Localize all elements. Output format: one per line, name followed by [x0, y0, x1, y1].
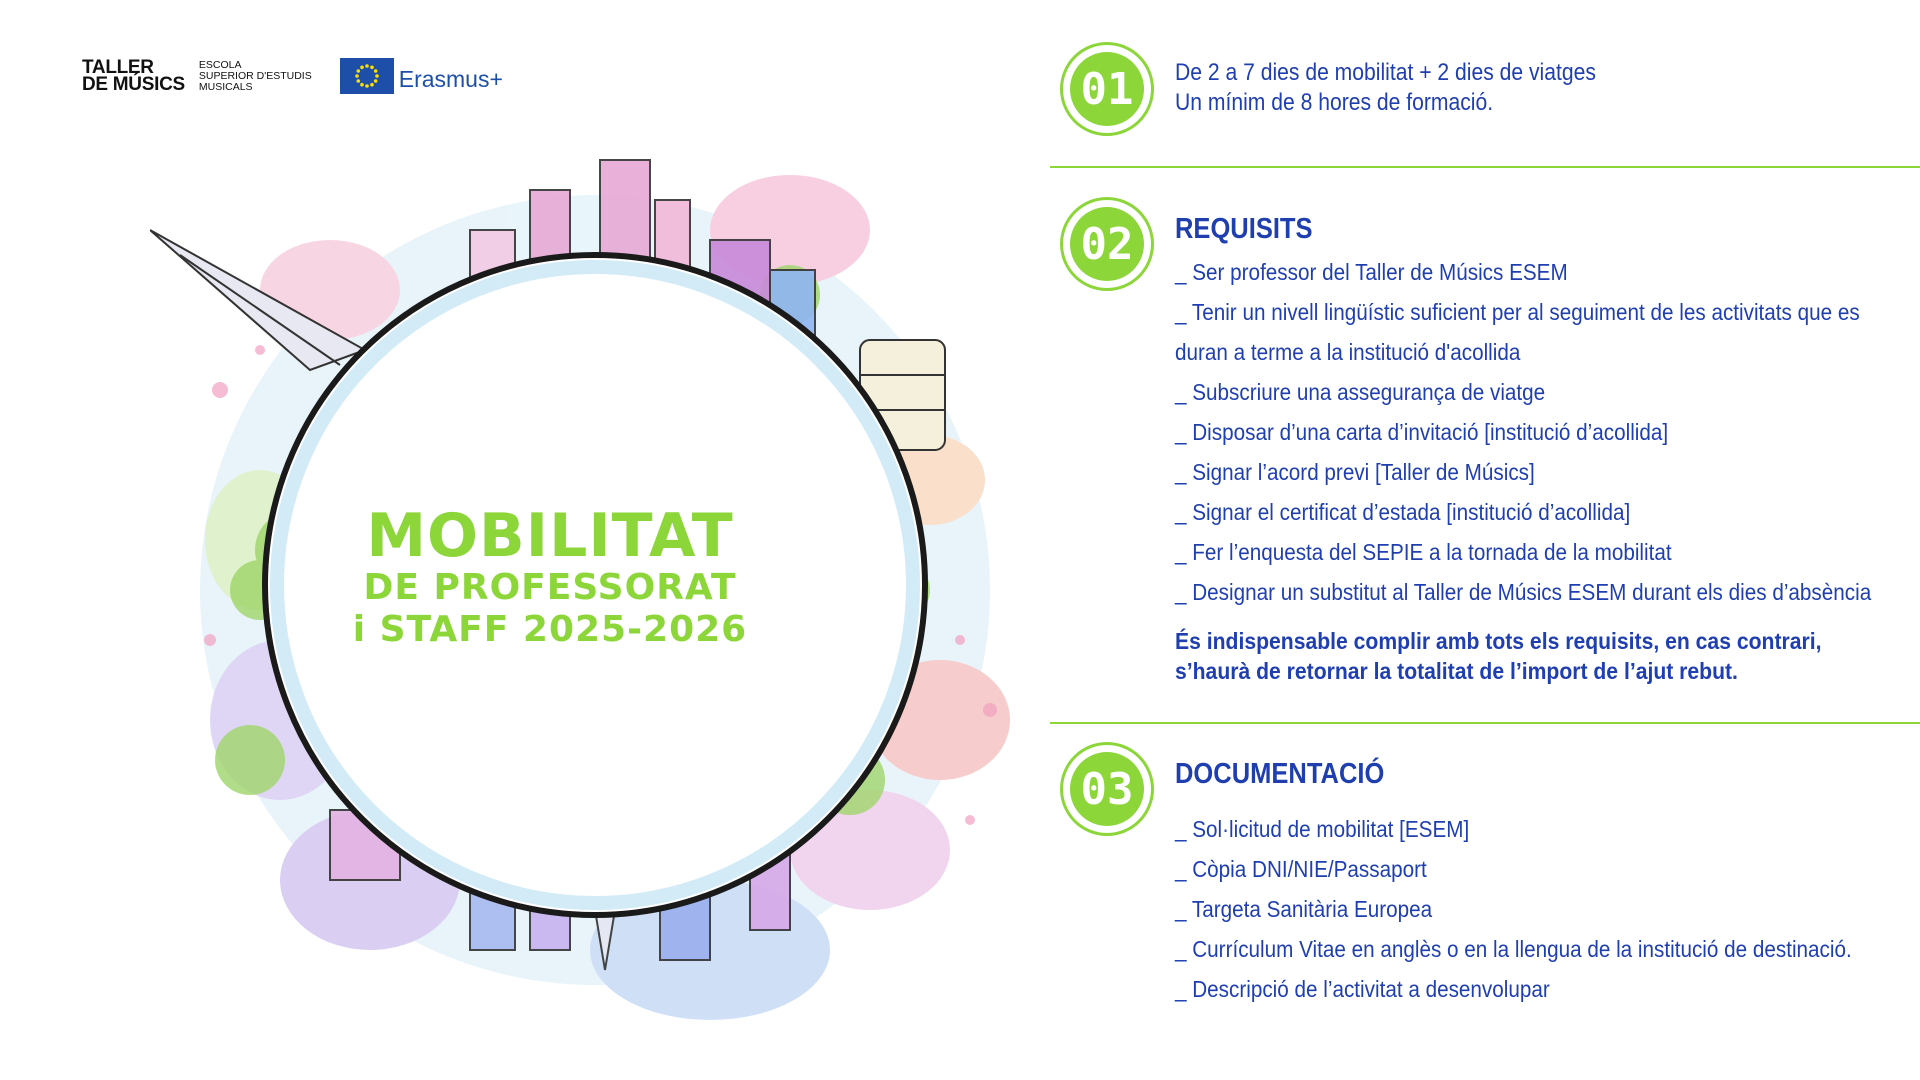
list-item: _ Sol·licitud de mobilitat [ESEM]: [1175, 816, 1470, 842]
section2-requisits: [1175, 212, 1875, 686]
poster-title-line3: i STAFF 2025-2026: [352, 609, 748, 650]
list-item: _ Descripció de l’activitat a desenvolupar: [1175, 976, 1550, 1002]
divider-2: [1050, 722, 1920, 724]
documentacio-list: [1175, 809, 1875, 1009]
divider-1: [1050, 166, 1920, 168]
requisits-list: [1175, 252, 1875, 612]
list-item: _ Disposar d’una carta d’invitació [institució d’acollida]: [1175, 419, 1669, 445]
list-item: _ Targeta Sanitària Europea: [1175, 896, 1433, 922]
list-item: _ Còpia DNI/NIE/Passaport: [1175, 856, 1427, 882]
section3-title: DOCUMENTACIÓ: [1175, 758, 1385, 790]
section3-documentacio: [1175, 757, 1875, 1009]
section1-number-badge: [1060, 42, 1154, 136]
section2-title: REQUISITS: [1175, 213, 1313, 245]
list-item: _ Tenir un nivell lingüístic suficient per al seguiment de les activitats que es: [1175, 299, 1860, 325]
poster-title-line2: DE PROFESSORAT: [363, 567, 737, 608]
list-item: _ Ser professor del Taller de Músics ESEM: [1175, 259, 1568, 285]
note-line2: s’haurà de retornar la totalitat de l’import de l’ajut rebut.: [1175, 658, 1738, 684]
escola-logo-text: [199, 60, 312, 93]
note-line1: És indispensable complir amb tots els requisits, en cas contrari,: [1175, 628, 1822, 654]
escola-line3: MUSICALS: [198, 80, 253, 93]
section3-number: 03: [1070, 752, 1144, 826]
section2-number-badge: [1060, 197, 1154, 291]
erasmus-label: Erasmus+: [398, 65, 503, 92]
logo-bar: [82, 58, 503, 94]
list-item: duran a terme a la institució d'acollida: [1175, 339, 1521, 365]
section1-number: 01: [1070, 52, 1144, 126]
list-item: _ Subscriure una assegurança de viatge: [1175, 379, 1546, 405]
section2-number: 02: [1070, 207, 1144, 281]
escola-line2: SUPERIOR D'ESTUDIS: [198, 69, 312, 82]
escola-line1: ESCOLA: [198, 58, 242, 71]
taller-de-musics-logo: [82, 59, 185, 93]
erasmus-logo: [340, 58, 503, 94]
requisits-note: [1175, 626, 1877, 686]
list-item: _ Signar el certificat d’estada [institució d’acollida]: [1175, 499, 1631, 525]
section1-line1: De 2 a 7 dies de mobilitat + 2 dies de viatges: [1175, 59, 1596, 86]
list-item: _ Currículum Vitae en anglès o en la llengua de la institució de destinació.: [1175, 936, 1852, 962]
section3-number-badge: [1060, 742, 1154, 836]
taller-logo-line2: DE MÚSICS: [82, 74, 185, 95]
eu-flag-icon: [340, 58, 394, 94]
section1-line2: Un mínim de 8 hores de formació.: [1175, 89, 1494, 116]
poster-title-line1: MOBILITAT: [366, 501, 734, 571]
section1-text: [1175, 58, 1596, 118]
list-item: _ Designar un substitut al Taller de Músics ESEM durant els dies d’absència: [1175, 579, 1872, 605]
poster-title: [320, 501, 780, 651]
list-item: _ Fer l’enquesta del SEPIE a la tornada de la mobilitat: [1175, 539, 1672, 565]
list-item: _ Signar l’acord previ [Taller de Músics]: [1175, 459, 1535, 485]
taller-logo-line1: TALLER: [82, 57, 154, 78]
